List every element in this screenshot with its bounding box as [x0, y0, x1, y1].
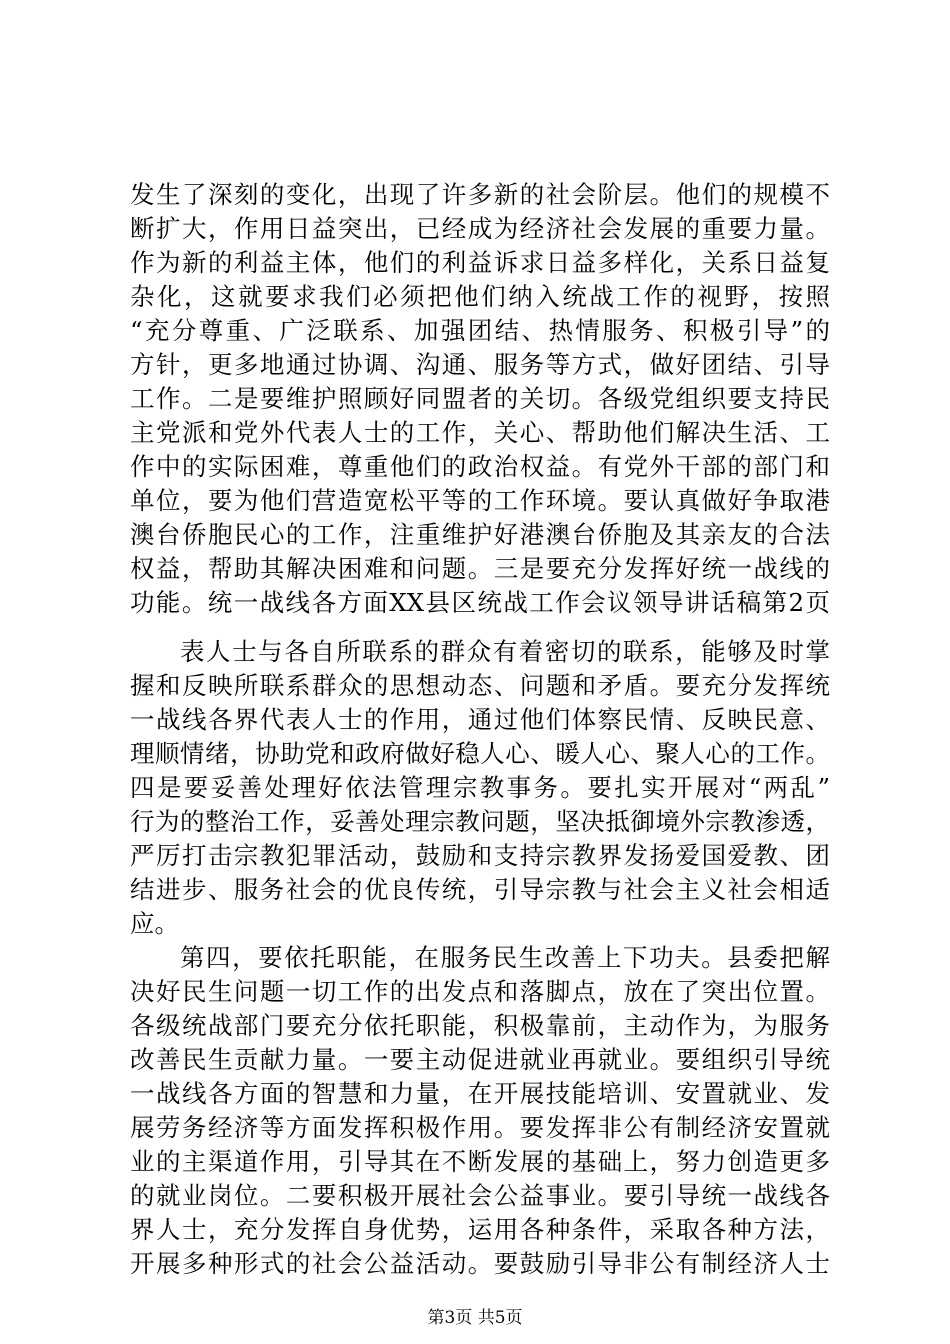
text-line: 理顺情绪，协助党和政府做好稳人心、暖人心、聚人心的工作。 — [130, 739, 830, 768]
text-line: 工作。二是要维护照顾好同盟者的关切。各级党组织要支持民 — [130, 384, 830, 413]
text-line: 各级统战部门要充分依托职能，积极靠前，主动作为，为服务 — [130, 1011, 830, 1040]
text-line: “充分尊重、广泛联系、加强团结、热情服务、积极引导”的 — [130, 316, 830, 345]
text-line: 一战线各界代表人士的作用，通过他们体察民情、反映民意、 — [130, 705, 830, 734]
text-line: 业的主渠道作用，引导其在不断发展的基础上，努力创造更多 — [130, 1147, 830, 1176]
text-line: 主党派和党外代表人士的工作，关心、帮助他们解决生活、工 — [130, 418, 830, 447]
text-line: 界人士，充分发挥自身优势，运用各种条件，采取各种方法， — [130, 1215, 830, 1244]
text-line: 断扩大，作用日益突出，已经成为经济社会发展的重要力量。 — [130, 214, 830, 243]
text-line: 展劳务经济等方面发挥积极作用。要发挥非公有制经济安置就 — [130, 1113, 830, 1142]
text-line: 单位，要为他们营造宽松平等的工作环境。要认真做好争取港 — [130, 486, 830, 515]
page-footer: 第3页 共5页 — [427, 1308, 523, 1328]
text-line: 应。 — [130, 909, 179, 938]
text-line: 澳台侨胞民心的工作，注重维护好港澳台侨胞及其亲友的合法 — [130, 520, 830, 549]
text-line: 结进步、服务社会的优良传统，引导宗教与社会主义社会相适 — [130, 875, 830, 904]
text-line: 改善民生贡献力量。一要主动促进就业再就业。要组织引导统 — [130, 1045, 830, 1074]
text-line: 行为的整治工作，妥善处理宗教问题，坚决抵御境外宗教渗透， — [130, 807, 830, 836]
text-line: 四是要妥善处理好依法管理宗教事务。要扎实开展对“两乱” — [130, 773, 830, 802]
text-line: 开展多种形式的社会公益活动。要鼓励引导非公有制经济人士 — [130, 1249, 830, 1278]
text-line: 决好民生问题一切工作的出发点和落脚点，放在了突出位置。 — [130, 977, 830, 1006]
text-line: 握和反映所联系群众的思想动态、问题和矛盾。要充分发挥统 — [130, 671, 830, 700]
text-line: 作中的实际困难，尊重他们的政治权益。有党外干部的部门和 — [130, 452, 830, 481]
paragraph-first-line: 表人士与各自所联系的群众有着密切的联系，能够及时掌 — [180, 637, 830, 666]
text-line: 发生了深刻的变化，出现了许多新的社会阶层。他们的规模不 — [130, 180, 830, 209]
text-line: 的就业岗位。二要积极开展社会公益事业。要引导统一战线各 — [130, 1181, 830, 1210]
text-line: 功能。统一战线各方面XX县区统战工作会议领导讲话稿第2页 — [130, 588, 830, 617]
text-line: 权益，帮助其解决困难和问题。三是要充分发挥好统一战线的 — [130, 554, 830, 583]
paragraph-first-line: 第四，要依托职能，在服务民生改善上下功夫。县委把解 — [180, 943, 830, 972]
text-line: 严厉打击宗教犯罪活动，鼓励和支持宗教界发扬爱国爱教、团 — [130, 841, 830, 870]
text-line: 杂化，这就要求我们必须把他们纳入统战工作的视野，按照 — [130, 282, 830, 311]
text-line: 一战线各方面的智慧和力量，在开展技能培训、安置就业、发 — [130, 1079, 830, 1108]
text-line: 方针，更多地通过协调、沟通、服务等方式，做好团结、引导 — [130, 350, 830, 379]
text-line: 作为新的利益主体，他们的利益诉求日益多样化，关系日益复 — [130, 248, 830, 277]
